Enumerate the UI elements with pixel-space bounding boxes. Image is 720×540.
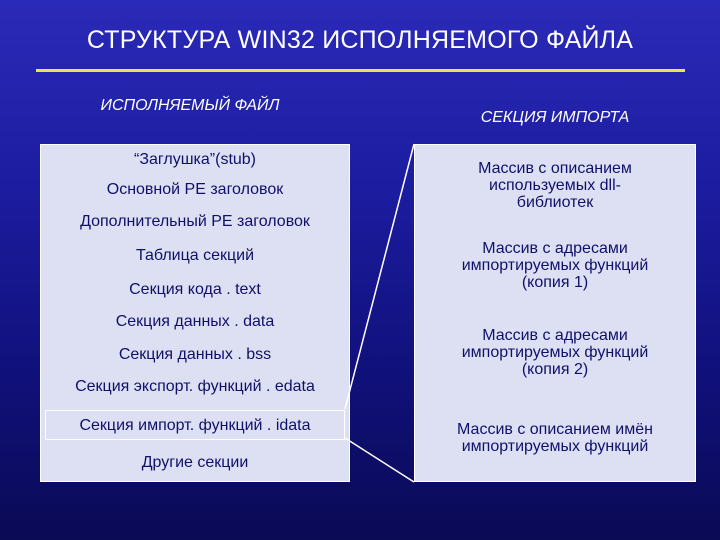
section-table-row: Таблица секций	[135, 247, 255, 264]
dll-descriptor-line-1: Массив с описанием	[478, 160, 632, 177]
optional-pe-header-row: Дополнительный PE заголовок	[80, 213, 310, 230]
dll-descriptor-line-2: используемых dll-	[489, 177, 621, 194]
connector-bottom-line	[345, 438, 414, 482]
idata-section-row: Секция импорт. функций . idata	[45, 410, 345, 440]
title-underline	[36, 69, 685, 72]
import-section-structure	[414, 144, 696, 482]
function-names-line-1: Массив с описанием имён	[457, 421, 653, 438]
edata-section-row: Секция экспорт. функций . edata	[75, 378, 315, 395]
text-section-row: Секция кода . text	[129, 281, 261, 298]
address-array-copy-1	[415, 240, 695, 291]
bss-section-row: Секция данных . bss	[118, 346, 272, 363]
address-copy-2-line-1: Массив с адресами	[482, 327, 628, 344]
dll-descriptor-array	[415, 160, 695, 211]
connector-top-line	[345, 144, 414, 409]
dll-descriptor-line-3: библиотек	[516, 194, 594, 211]
address-copy-1-line-3: (копия 1)	[521, 274, 589, 291]
import-section-heading: СЕКЦИЯ ИМПОРТА	[480, 109, 630, 126]
function-names-array	[415, 421, 695, 455]
executable-file-heading: ИСПОЛНЯЕМЫЙ ФАЙЛ	[100, 97, 280, 114]
address-copy-1-line-2: импортируемых функций	[461, 257, 649, 274]
slide-title: СТРУКТУРА WIN32 ИСПОЛНЯЕМОГО ФАЙЛА	[86, 26, 634, 54]
address-array-copy-2	[415, 327, 695, 378]
function-names-line-2: импортируемых функций	[461, 438, 649, 455]
stub-row: “Заглушка”(stub)	[133, 151, 257, 168]
address-copy-2-line-3: (копия 2)	[521, 361, 589, 378]
data-section-row: Секция данных . data	[115, 313, 275, 330]
address-copy-1-line-1: Массив с адресами	[482, 240, 628, 257]
main-pe-header-row: Основной PE заголовок	[106, 181, 284, 198]
address-copy-2-line-2: импортируемых функций	[461, 344, 649, 361]
other-sections-row: Другие секции	[141, 454, 249, 471]
executable-file-structure	[40, 144, 350, 482]
